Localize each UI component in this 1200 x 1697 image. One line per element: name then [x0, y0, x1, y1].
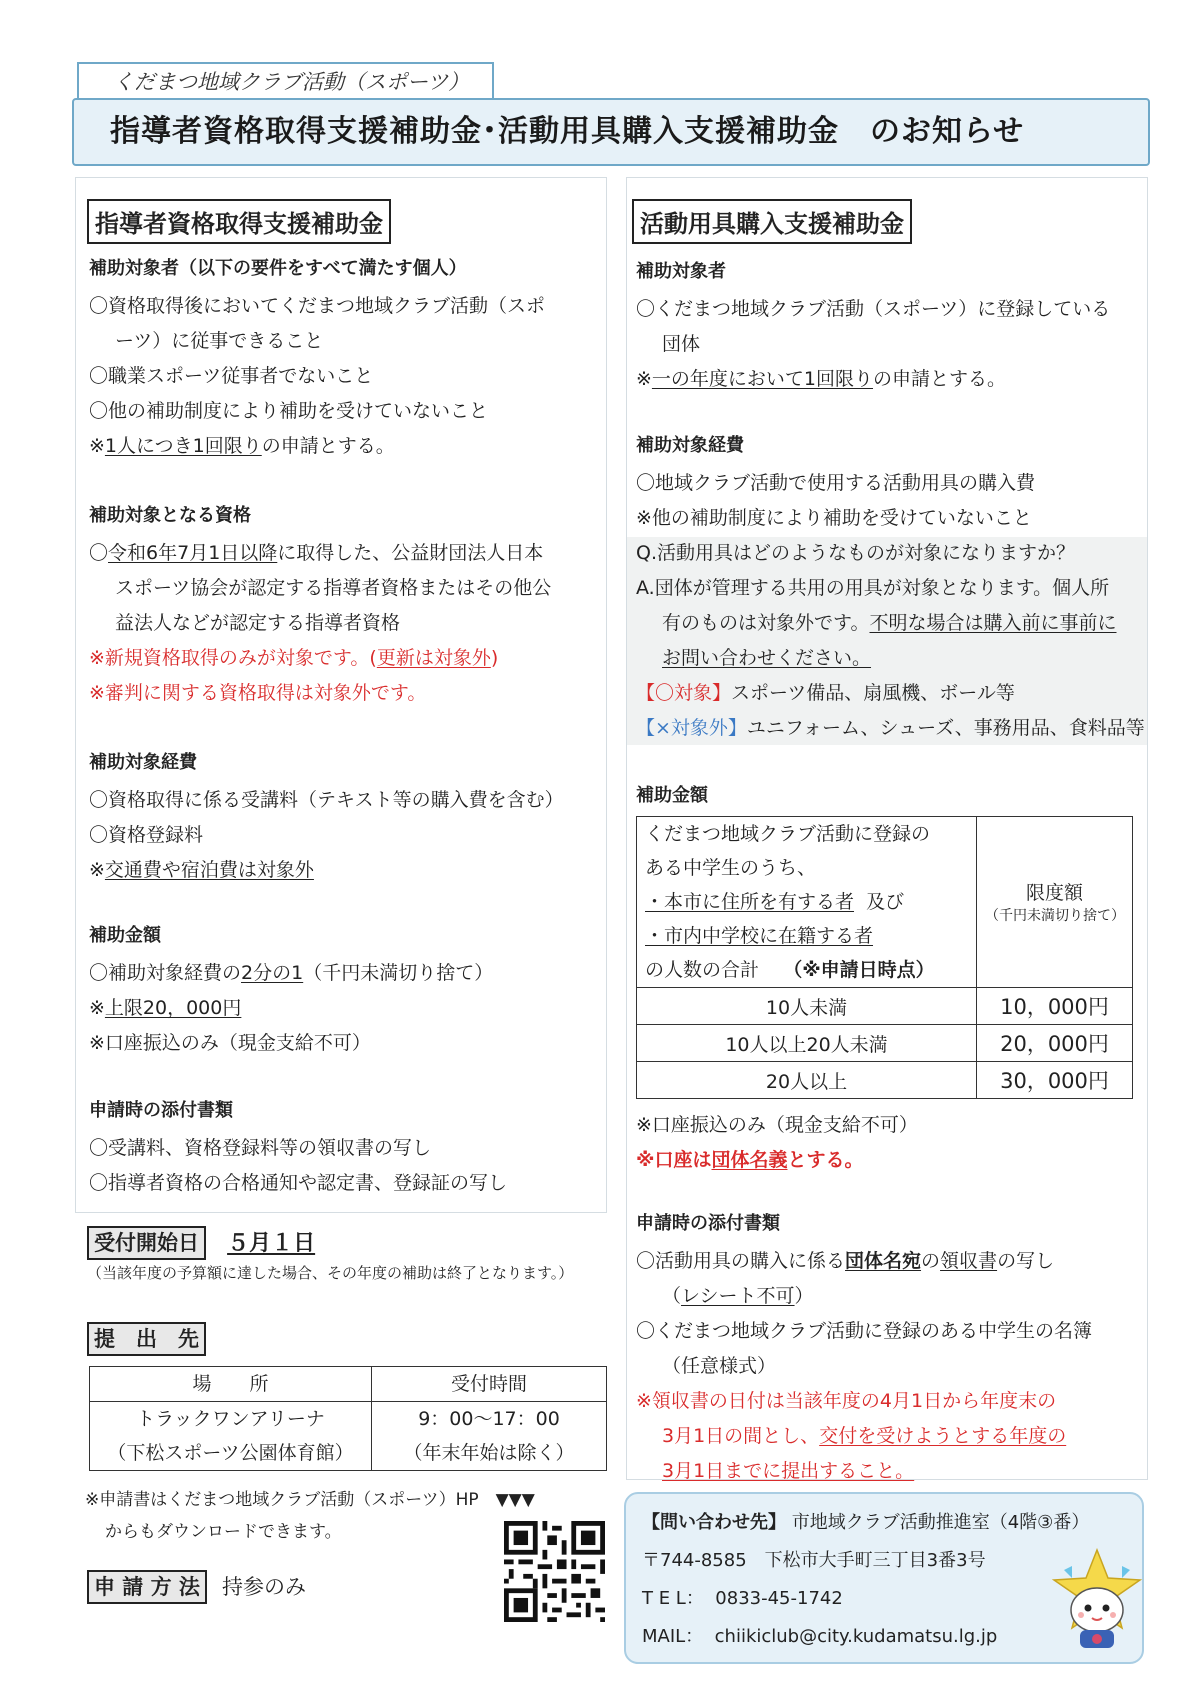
left-amount-section [89, 922, 493, 1061]
amount-cell: 30，000円 [977, 1062, 1133, 1099]
reception-note: （当該年度の予算額に達した場合、その年度の補助は終了となります。） [87, 1264, 574, 1282]
right-documents-section [636, 1210, 1092, 1489]
section-title: 補助対象経費 [636, 435, 744, 456]
text-line: （任意様式） [662, 1355, 777, 1377]
text-line: 【問い合わせ先】 市地域クラブ活動推進室（4階③番） [642, 1512, 1090, 1533]
time-cell: 9：00～17：00 （年末年始は除く） [372, 1402, 607, 1471]
section-title: 補助対象者（以下の要件をすべて満たす個人） [89, 258, 467, 279]
text-line: 益法人などが認定する指導者資格 [115, 612, 401, 634]
text-line: 〇活動用具の購入に係る団体名宛の領収書の写し [636, 1250, 1055, 1272]
qr-code-icon[interactable] [504, 1521, 605, 1622]
text-line: （レシート不可） [662, 1285, 814, 1307]
text-line: 3月1日の間とし、交付を受けようとする年度の [662, 1425, 1067, 1447]
count-cell: 10人以上20人未満 [637, 1025, 977, 1062]
left-expense-section [89, 749, 564, 888]
text-line: 〇令和6年7月1日以降に取得した、公益財団法人日本 [89, 542, 544, 564]
email-link[interactable]: chiikiclub@city.kudamatsu.lg.jp [714, 1626, 998, 1647]
text-line: 〇資格登録料 [89, 824, 204, 846]
section-title: 補助対象となる資格 [89, 505, 251, 526]
text-line: ※申請書はくだまつ地域クラブ活動（スポーツ）HP ▼▼▼ [85, 1490, 535, 1510]
text-line: A.団体が管理する共用の用具が対象となります。個人所 [636, 577, 1110, 599]
section-title: 補助対象経費 [89, 752, 197, 773]
section-title: 補助対象者 [636, 261, 726, 282]
limit-header-cell: 限度額 （千円未満切り捨て） [977, 817, 1133, 988]
reception-section [87, 1226, 315, 1260]
text-line: 【〇対象】スポーツ備品、扇風機、ボール等 [636, 682, 1015, 704]
right-target-section [636, 258, 1110, 397]
submission-section [87, 1322, 206, 1356]
text-line: ※領収書の日付は当該年度の4月1日から年度末の [636, 1390, 1057, 1412]
text-line: 〇補助対象経費の2分の1（千円未満切り捨て） [89, 962, 494, 984]
text-line: 〇地域クラブ活動で使用する活動用具の購入費 [636, 472, 1036, 494]
text-line: ※他の補助制度により補助を受けていないこと [636, 507, 1032, 529]
count-cell: 20人以上 [637, 1062, 977, 1099]
count-cell: 10人未満 [637, 988, 977, 1025]
right-heading: 活動用具購入支援補助金 [632, 199, 912, 244]
text-line: ※一の年度において1回限りの申請とする。 [636, 368, 1007, 390]
text-line: 〇資格取得に係る受講料（テキスト等の購入費を含む） [89, 789, 564, 811]
amount-cell: 20，000円 [977, 1025, 1133, 1062]
text-line: からもダウンロードできます。 [105, 1522, 342, 1542]
left-target-section [89, 255, 545, 464]
text-line: 〇指導者資格の合格通知や認定書、登録証の写し [89, 1172, 508, 1194]
right-expense-section [636, 432, 1145, 746]
text-line: ※審判に関する資格取得は対象外です。 [89, 682, 427, 704]
text-line: ※上限20，000円 [89, 997, 242, 1019]
text-line: ※口座振込のみ（現金支給不可） [89, 1032, 371, 1054]
place-cell: トラックワンアリーナ （下松スポーツ公園体育館） [90, 1402, 372, 1471]
text-line: 〇くだまつ地域クラブ活動に登録のある中学生の名簿 [636, 1320, 1093, 1342]
amount-table [636, 816, 1133, 1099]
col-place-header: 場 所 [90, 1367, 372, 1402]
header-tab: くだまつ地域クラブ活動（スポーツ） [77, 62, 494, 100]
address-text: 〒744-8585 下松市大手町三丁目3番3号 [642, 1550, 986, 1571]
text-line: ※口座は団体名義とする。 [636, 1149, 864, 1171]
section-title: 申請時の添付書類 [636, 1213, 780, 1234]
method-label: 申 請 方 法 [87, 1570, 207, 1604]
text-line: T E L： 0833-45-1742 [642, 1588, 843, 1609]
section-title: 補助金額 [89, 925, 161, 946]
text-line: ※交通費や宿泊費は対象外 [89, 859, 314, 881]
right-amount-notes [636, 1108, 918, 1178]
text-line: Q.活動用具はどのようなものが対象になりますか？ [636, 542, 1075, 564]
section-title: 補助金額 [636, 785, 708, 806]
text-line: スポーツ協会が認定する指導者資格またはその他公 [115, 577, 552, 599]
reception-label: 受付開始日 [87, 1226, 206, 1260]
text-line: ※口座振込のみ（現金支給不可） [636, 1114, 918, 1136]
right-amount-section [636, 782, 708, 816]
text-line: 団体 [662, 333, 701, 355]
submission-label: 提 出 先 [87, 1322, 206, 1356]
text-line: 〇くだまつ地域クラブ活動（スポーツ）に登録している [636, 298, 1111, 320]
text-line: 〇資格取得後においてくだまつ地域クラブ活動（スポ [89, 295, 546, 317]
left-documents-section [89, 1097, 507, 1201]
text-line: 有のものは対象外です。不明な場合は購入前に事前に [662, 612, 1117, 634]
text-line: MAIL： chiikiclub@city.kudamatsu.lg.jp [642, 1626, 998, 1647]
text-line: 〇受講料、資格登録料等の領収書の写し [89, 1137, 432, 1159]
left-qualification-section [89, 502, 551, 711]
left-heading: 指導者資格取得支援補助金 [87, 199, 391, 244]
section-title: 申請時の添付書類 [89, 1100, 233, 1121]
download-note [85, 1484, 535, 1548]
amount-condition-cell: くだまつ地域クラブ活動に登録の ある中学生のうち、 ・本市に住所を有する者 及び ・市内中学校に在籍する者 の人数の合計 （※申請日時点） [637, 817, 977, 988]
text-line: 3月1日までに提出すること。 [662, 1460, 915, 1482]
text-line: お問い合わせください。 [662, 647, 872, 669]
method-value: 持参のみ [222, 1575, 307, 1599]
reception-date: ５月１日 [227, 1231, 316, 1256]
text-line: ※1人につき1回限りの申請とする。 [89, 435, 395, 457]
text-line: 〇職業スポーツ従事者でないこと [89, 365, 374, 387]
mascot-icon [1050, 1548, 1145, 1653]
text-line: 〇他の補助制度により補助を受けていないこと [89, 400, 489, 422]
amount-cell: 10，000円 [977, 988, 1133, 1025]
text-line: ーツ）に従事できること [115, 330, 324, 352]
col-time-header: 受付時間 [372, 1367, 607, 1402]
text-line: 【×対象外】ユニフォーム、シューズ、事務用品、食料品等 [636, 717, 1145, 739]
page-title: 指導者資格取得支援補助金･活動用具購入支援補助金 のお知らせ [72, 98, 1150, 166]
method-section [87, 1570, 306, 1604]
tel-number[interactable]: 0833-45-1742 [715, 1588, 843, 1609]
text-line: ※新規資格取得のみが対象です。(更新は対象外) [89, 647, 499, 669]
submission-table [89, 1366, 607, 1471]
